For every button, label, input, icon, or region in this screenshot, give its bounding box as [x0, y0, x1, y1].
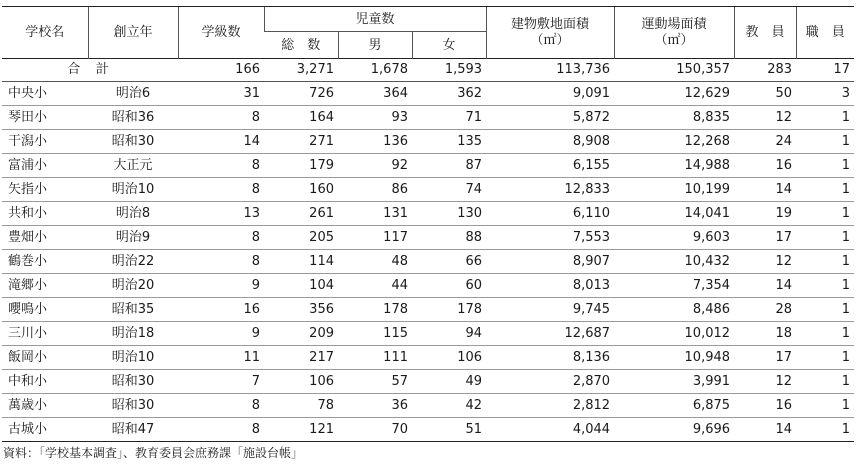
building-area-cell: 9,091: [486, 82, 614, 106]
pupils-boys-cell: 131: [338, 202, 412, 226]
total-row: [2, 59, 854, 82]
pupils-total-cell: 114: [264, 250, 338, 274]
building-area-cell: 7,553: [486, 226, 614, 250]
founded-year-cell: 昭和47: [88, 418, 178, 442]
table-row: [2, 370, 854, 394]
class-count-cell: 13: [178, 202, 264, 226]
header-teachers: 教 員: [734, 7, 796, 59]
founded-year-cell: 昭和35: [88, 298, 178, 322]
pupils-girls-cell: 88: [412, 226, 486, 250]
table-row: [2, 250, 854, 274]
ground-area-cell: 14,041: [614, 202, 734, 226]
pupils-boys-cell: 117: [338, 226, 412, 250]
school-name-cell: 三川小: [2, 322, 88, 346]
pupils-total-cell: 271: [264, 130, 338, 154]
staff-cell: 1: [796, 394, 854, 418]
teachers-cell: 50: [734, 82, 796, 106]
school-name-cell: 富浦小: [2, 154, 88, 178]
building-area-cell: 8,908: [486, 130, 614, 154]
school-statistics-table: [2, 6, 854, 442]
ground-area-cell: 10,432: [614, 250, 734, 274]
founded-year-cell: 明治20: [88, 274, 178, 298]
ground-area-cell: 10,948: [614, 346, 734, 370]
header-pupils-girls: 女: [412, 32, 486, 59]
staff-cell: 1: [796, 250, 854, 274]
building-area-cell: 8,013: [486, 274, 614, 298]
header-ground-area-label: 運動場面積: [641, 16, 707, 32]
ground-area-cell: 8,486: [614, 298, 734, 322]
table-row: [2, 322, 854, 346]
pupils-girls-cell: 87: [412, 154, 486, 178]
ground-area-cell: 12,629: [614, 82, 734, 106]
staff-cell: 1: [796, 154, 854, 178]
ground-area-cell: 10,012: [614, 322, 734, 346]
teachers-cell: 12: [734, 106, 796, 130]
school-name-cell: 中央小: [2, 82, 88, 106]
table-row: [2, 202, 854, 226]
building-area-cell: 12,687: [486, 322, 614, 346]
table-row: [2, 226, 854, 250]
teachers-cell: 24: [734, 130, 796, 154]
pupils-boys-cell: 57: [338, 370, 412, 394]
pupils-total-cell: 179: [264, 154, 338, 178]
founded-year-cell: 明治9: [88, 226, 178, 250]
ground-area-cell: 12,268: [614, 130, 734, 154]
school-name-cell: 鶴巻小: [2, 250, 88, 274]
staff-cell: 1: [796, 370, 854, 394]
pupils-girls-cell: 42: [412, 394, 486, 418]
building-area-cell: 8,907: [486, 250, 614, 274]
pupils-total-cell: 121: [264, 418, 338, 442]
teachers-cell: 18: [734, 322, 796, 346]
founded-year-cell: 昭和30: [88, 370, 178, 394]
pupils-boys-cell: 178: [338, 298, 412, 322]
header-pupils-total: 総 数: [264, 32, 338, 59]
teachers-cell: 12: [734, 250, 796, 274]
pupils-boys-cell: 48: [338, 250, 412, 274]
pupils-boys-cell: 136: [338, 130, 412, 154]
pupils-boys-cell: 70: [338, 418, 412, 442]
school-name-cell: 古城小: [2, 418, 88, 442]
table-row: [2, 394, 854, 418]
pupils-total-cell: 160: [264, 178, 338, 202]
pupils-boys-cell: 86: [338, 178, 412, 202]
pupils-total-cell: 209: [264, 322, 338, 346]
total-building-area: 113,736: [486, 59, 614, 82]
pupils-total-cell: 217: [264, 346, 338, 370]
founded-year-cell: 明治8: [88, 202, 178, 226]
table-row: [2, 106, 854, 130]
building-area-cell: 4,044: [486, 418, 614, 442]
ground-area-cell: 8,835: [614, 106, 734, 130]
table-row: [2, 82, 854, 106]
school-name-cell: 滝郷小: [2, 274, 88, 298]
teachers-cell: 17: [734, 226, 796, 250]
pupils-girls-cell: 106: [412, 346, 486, 370]
pupils-total-cell: 261: [264, 202, 338, 226]
ground-area-cell: 14,988: [614, 154, 734, 178]
school-name-cell: 干潟小: [2, 130, 88, 154]
class-count-cell: 9: [178, 274, 264, 298]
total-teachers: 283: [734, 59, 796, 82]
school-name-cell: 萬歳小: [2, 394, 88, 418]
total-classes: 166: [178, 59, 264, 82]
pupils-boys-cell: 364: [338, 82, 412, 106]
staff-cell: 1: [796, 178, 854, 202]
building-area-cell: 2,870: [486, 370, 614, 394]
class-count-cell: 16: [178, 298, 264, 322]
pupils-girls-cell: 135: [412, 130, 486, 154]
pupils-total-cell: 356: [264, 298, 338, 322]
pupils-total-cell: 726: [264, 82, 338, 106]
pupils-total-cell: 78: [264, 394, 338, 418]
founded-year-cell: 昭和30: [88, 394, 178, 418]
teachers-cell: 14: [734, 178, 796, 202]
school-name-cell: 嚶鳴小: [2, 298, 88, 322]
pupils-girls-cell: 49: [412, 370, 486, 394]
class-count-cell: 8: [178, 394, 264, 418]
founded-year-cell: 明治10: [88, 346, 178, 370]
pupils-total-cell: 106: [264, 370, 338, 394]
school-name-cell: 琴田小: [2, 106, 88, 130]
staff-cell: 3: [796, 82, 854, 106]
table-header: [2, 7, 854, 59]
ground-area-cell: 9,603: [614, 226, 734, 250]
class-count-cell: 8: [178, 250, 264, 274]
source-note: 資料：「学校基本調査」、教育委員会庶務課「施設台帳」: [3, 446, 304, 460]
building-area-cell: 8,136: [486, 346, 614, 370]
class-count-cell: 8: [178, 154, 264, 178]
ground-area-cell: 9,696: [614, 418, 734, 442]
pupils-girls-cell: 130: [412, 202, 486, 226]
header-ground-area-unit: （㎡）: [654, 32, 694, 48]
pupils-girls-cell: 362: [412, 82, 486, 106]
table-row: [2, 418, 854, 442]
pupils-girls-cell: 66: [412, 250, 486, 274]
pupils-boys-cell: 36: [338, 394, 412, 418]
teachers-cell: 28: [734, 298, 796, 322]
table-row: [2, 274, 854, 298]
building-area-cell: 6,155: [486, 154, 614, 178]
table-row: [2, 178, 854, 202]
building-area-cell: 9,745: [486, 298, 614, 322]
pupils-girls-cell: 94: [412, 322, 486, 346]
pupils-total-cell: 164: [264, 106, 338, 130]
founded-year-cell: 昭和36: [88, 106, 178, 130]
table-body: [2, 59, 854, 442]
teachers-cell: 17: [734, 346, 796, 370]
staff-cell: 1: [796, 274, 854, 298]
ground-area-cell: 10,199: [614, 178, 734, 202]
header-building-area-label: 建物敷地面積: [511, 16, 590, 32]
teachers-cell: 12: [734, 370, 796, 394]
header-pupils-boys: 男: [338, 32, 412, 59]
building-area-cell: 5,872: [486, 106, 614, 130]
school-name-cell: 中和小: [2, 370, 88, 394]
header-ground-area: [614, 7, 734, 59]
ground-area-cell: 6,875: [614, 394, 734, 418]
pupils-girls-cell: 178: [412, 298, 486, 322]
founded-year-cell: 明治6: [88, 82, 178, 106]
school-name-cell: 飯岡小: [2, 346, 88, 370]
staff-cell: 1: [796, 106, 854, 130]
staff-cell: 1: [796, 130, 854, 154]
header-building-area: [486, 7, 614, 59]
school-name-cell: 矢指小: [2, 178, 88, 202]
school-name-cell: 豊畑小: [2, 226, 88, 250]
founded-year-cell: 明治10: [88, 178, 178, 202]
total-label: 合計: [2, 59, 178, 82]
ground-area-cell: 7,354: [614, 274, 734, 298]
school-statistics-document: [2, 6, 854, 461]
table-row: [2, 130, 854, 154]
class-count-cell: 8: [178, 106, 264, 130]
pupils-boys-cell: 44: [338, 274, 412, 298]
class-count-cell: 31: [178, 82, 264, 106]
pupils-girls-cell: 51: [412, 418, 486, 442]
total-boys: 1,678: [338, 59, 412, 82]
header-school-name: 学校名: [2, 7, 88, 59]
staff-cell: 1: [796, 346, 854, 370]
pupils-boys-cell: 93: [338, 106, 412, 130]
founded-year-cell: 明治22: [88, 250, 178, 274]
header-building-area-unit: （㎡）: [530, 32, 570, 48]
table-row: [2, 346, 854, 370]
header-pupils: 児童数: [264, 7, 486, 32]
pupils-girls-cell: 60: [412, 274, 486, 298]
staff-cell: 1: [796, 298, 854, 322]
pupils-total-cell: 205: [264, 226, 338, 250]
pupils-boys-cell: 115: [338, 322, 412, 346]
teachers-cell: 14: [734, 418, 796, 442]
building-area-cell: 2,812: [486, 394, 614, 418]
class-count-cell: 8: [178, 418, 264, 442]
teachers-cell: 19: [734, 202, 796, 226]
school-name-cell: 共和小: [2, 202, 88, 226]
pupils-girls-cell: 74: [412, 178, 486, 202]
founded-year-cell: 明治18: [88, 322, 178, 346]
ground-area-cell: 3,991: [614, 370, 734, 394]
pupils-girls-cell: 71: [412, 106, 486, 130]
pupils-boys-cell: 111: [338, 346, 412, 370]
class-count-cell: 11: [178, 346, 264, 370]
total-girls: 1,593: [412, 59, 486, 82]
building-area-cell: 6,110: [486, 202, 614, 226]
teachers-cell: 16: [734, 394, 796, 418]
class-count-cell: 8: [178, 226, 264, 250]
class-count-cell: 8: [178, 178, 264, 202]
total-ground-area: 150,357: [614, 59, 734, 82]
table-row: [2, 298, 854, 322]
class-count-cell: 14: [178, 130, 264, 154]
founded-year-cell: 大正元: [88, 154, 178, 178]
staff-cell: 1: [796, 322, 854, 346]
teachers-cell: 16: [734, 154, 796, 178]
header-founded-year: 創立年: [88, 7, 178, 59]
table-row: [2, 154, 854, 178]
header-class-count: 学級数: [178, 7, 264, 59]
pupils-total-cell: 104: [264, 274, 338, 298]
staff-cell: 1: [796, 418, 854, 442]
teachers-cell: 14: [734, 274, 796, 298]
header-staff: 職 員: [796, 7, 854, 59]
building-area-cell: 12,833: [486, 178, 614, 202]
total-staff: 17: [796, 59, 854, 82]
staff-cell: 1: [796, 226, 854, 250]
total-pupils: 3,271: [264, 59, 338, 82]
founded-year-cell: 昭和30: [88, 130, 178, 154]
pupils-boys-cell: 92: [338, 154, 412, 178]
class-count-cell: 7: [178, 370, 264, 394]
class-count-cell: 9: [178, 322, 264, 346]
staff-cell: 1: [796, 202, 854, 226]
